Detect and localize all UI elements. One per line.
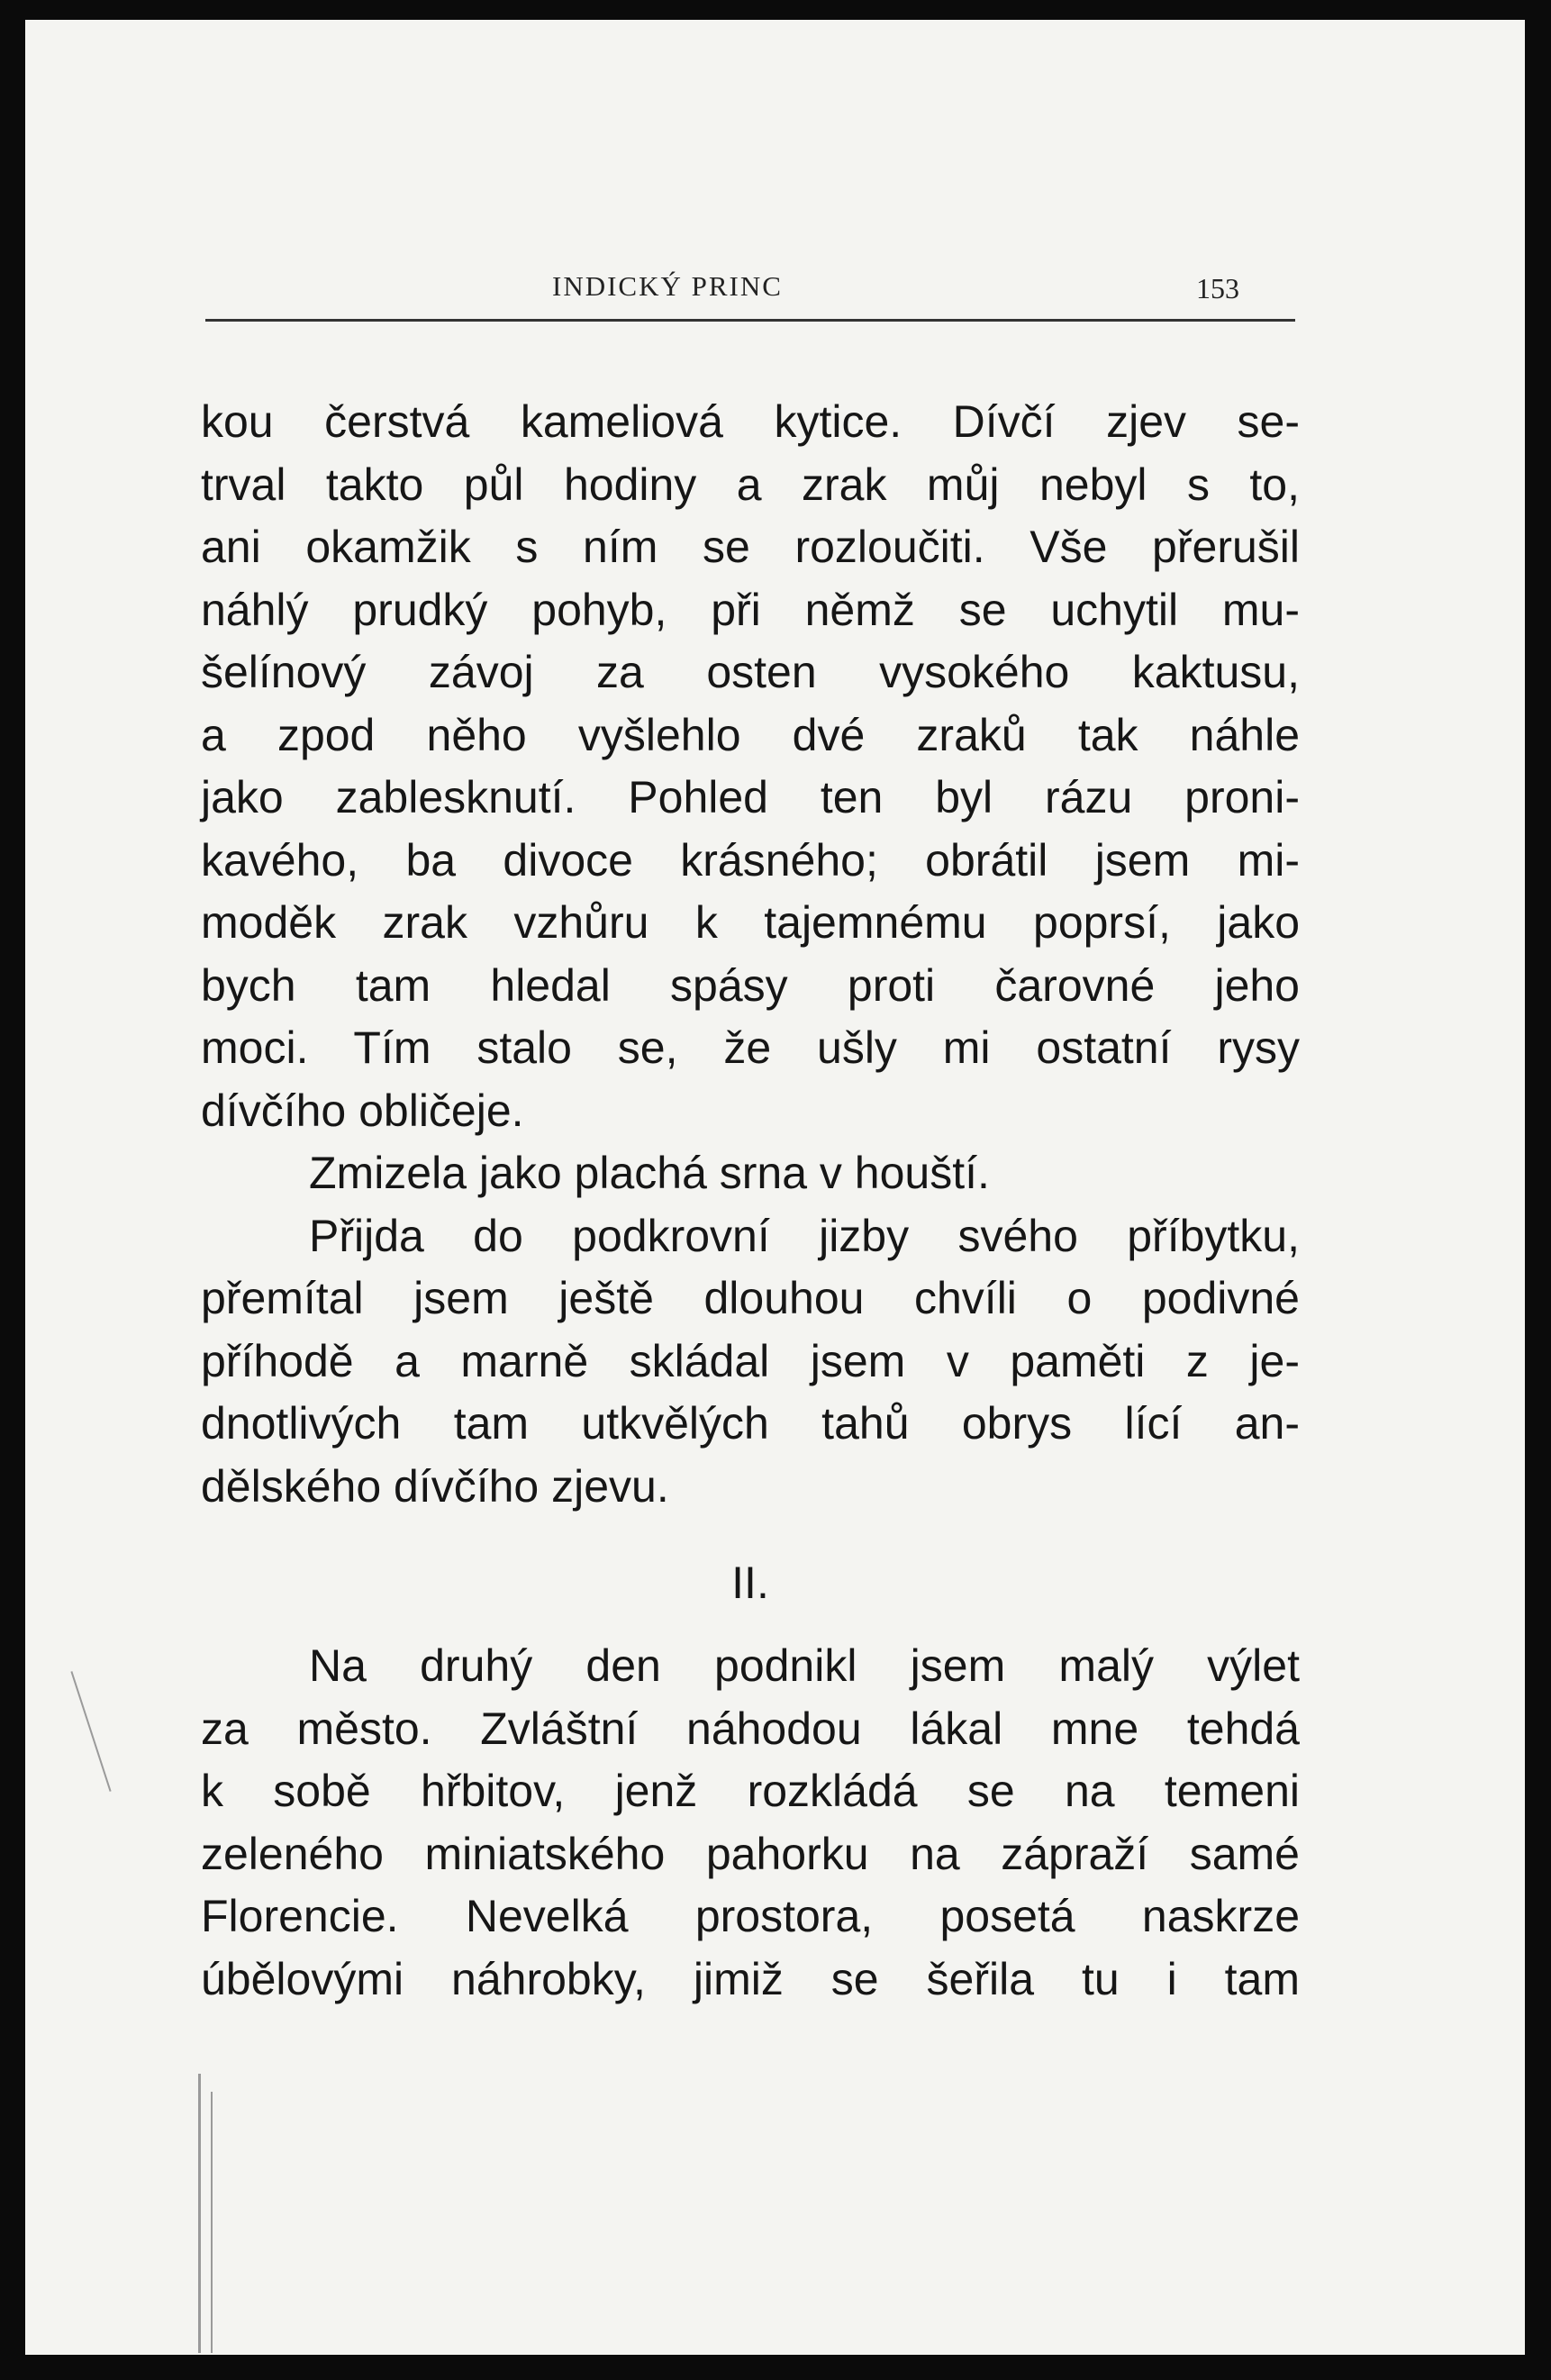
scan-mark xyxy=(70,1671,111,1792)
text-line: ani okamžik s ním se rozloučiti. Vše přerušil xyxy=(201,522,1300,572)
scan-mark xyxy=(198,2074,201,2353)
book-page xyxy=(25,20,1525,2355)
body-text xyxy=(201,391,1300,2011)
header-rule xyxy=(205,319,1295,322)
running-title: INDICKÝ PRINC xyxy=(552,270,783,302)
scan-mark xyxy=(211,2092,213,2353)
paragraph xyxy=(201,1142,1300,1205)
text-line: úbělovými náhrobky, jimiž se šeřila tu i tam xyxy=(201,1953,1300,2004)
text-line: příhodě a marně skládal jsem v paměti z je- xyxy=(201,1335,1300,1386)
text-line: dnotlivých tam utkvělých tahů obrys lící an- xyxy=(201,1398,1300,1449)
text-line: k sobě hřbitov, jenž rozkládá se na temeni xyxy=(201,1766,1300,1816)
text-line: náhlý prudký pohyb, při němž se uchytil mu- xyxy=(201,584,1300,635)
paragraph xyxy=(201,1205,1300,1519)
text-line: a zpod něho vyšlehlo dvé zraků tak náhle xyxy=(201,709,1300,760)
text-line: bych tam hledal spásy proti čarovné jeho xyxy=(201,959,1300,1011)
text-line: Na druhý den podnikl jsem malý výlet xyxy=(309,1640,1300,1691)
text-line: moci. Tím stalo se, že ušly mi ostatní rysy xyxy=(201,1022,1300,1073)
text-line: kou čerstvá kameliová kytice. Dívčí zjev se- xyxy=(201,396,1300,447)
section-heading: II. xyxy=(731,1558,769,1608)
text-line: šelínový závoj za osten vysokého kaktusu, xyxy=(201,647,1300,697)
text-line: Zmizela jako plachá srna v houští. xyxy=(309,1148,990,1198)
paragraph xyxy=(201,1635,1300,2011)
text-line: moděk zrak vzhůru k tajemnému poprsí, jako xyxy=(201,897,1300,948)
text-line: trval takto půl hodiny a zrak můj nebyl s to, xyxy=(201,459,1300,510)
text-line: Přijda do podkrovní jizby svého příbytku, xyxy=(309,1210,1300,1261)
text-line: dívčího obličeje. xyxy=(201,1085,524,1136)
page-number: 153 xyxy=(1196,272,1239,304)
text-line: jako zablesknutí. Pohled ten byl rázu proni- xyxy=(201,772,1300,822)
text-line: Florencie. Nevelká prostora, posetá naskrze xyxy=(201,1891,1300,1941)
text-line: za město. Zvláštní náhodou lákal mne tehdá xyxy=(201,1703,1300,1754)
text-line: zeleného miniatského pahorku na zápraží samé xyxy=(201,1828,1300,1879)
text-line: kavého, ba divoce krásného; obrátil jsem mi- xyxy=(201,834,1300,886)
text-line: dělského dívčího zjevu. xyxy=(201,1460,669,1512)
paragraph xyxy=(201,391,1300,1142)
text-line: přemítal jsem ještě dlouhou chvíli o podivné xyxy=(201,1273,1300,1323)
